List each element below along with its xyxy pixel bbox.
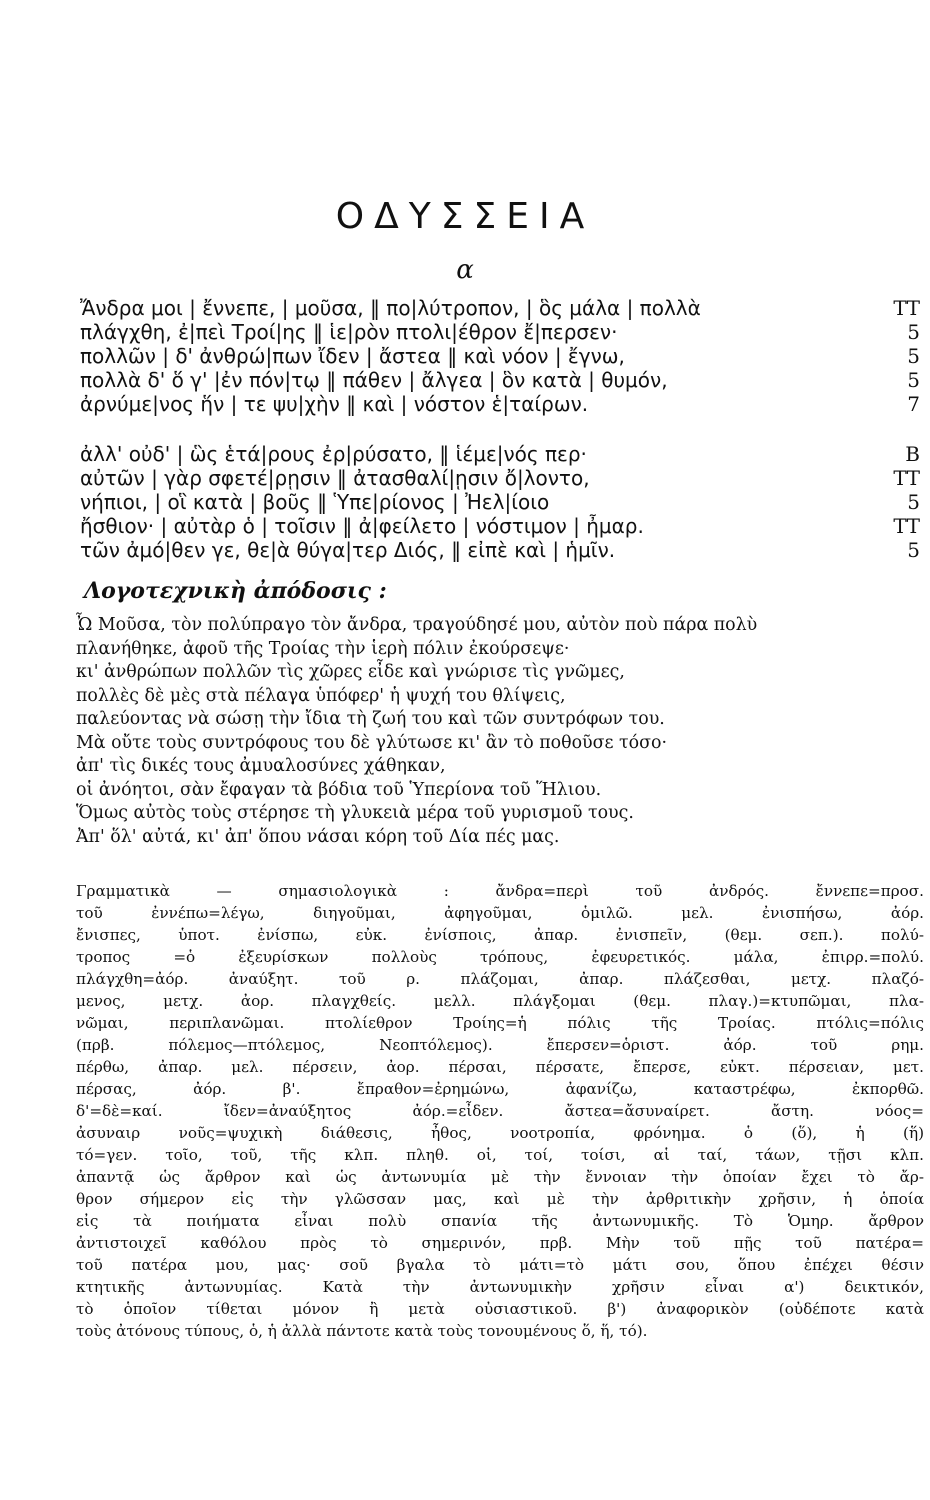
grammar-line: πέρσας, ἀόρ. β'. ἔπραθον=ἐρημώνω, ἀφανίζω, καταστρέφω, ἐκπορθῶ. bbox=[76, 1080, 924, 1098]
grammar-line: πλάγχθη=ἀόρ. ἀναύξητ. τοῦ ρ. πλάζομαι, ἀπαρ. πλάζεσθαι, μετχ. πλαζό- bbox=[76, 970, 924, 988]
verse-text: νήπιοι, | οἳ κατὰ | βοῦς ‖ Ὑπε|ρίονος | Ἠελ|ίοιο bbox=[80, 490, 550, 514]
meter-mark: Β bbox=[905, 442, 920, 466]
grammar-line: ἀσυναιρ νοῦς=ψυχικὴ διάθεσις, ἦθος, νοοτροπία, φρόνημα. ὁ (ὅ), ἡ (ἥ) bbox=[76, 1124, 924, 1142]
translation-line: κι' ἀνθρώπων πολλῶν τὶς χῶρες εἶδε καὶ γνώρισε τὶς γνῶμες, bbox=[76, 662, 625, 682]
verse-line bbox=[80, 442, 930, 466]
translation-line: Ὦ Μοῦσα, τὸν πολύπραγο τὸν ἄνδρα, τραγούδησέ μου, αὐτὸν ποὺ πάρα πολὺ bbox=[76, 615, 758, 635]
meter-mark: 5 bbox=[907, 490, 920, 514]
translation-heading: Λογοτεχνικὴ ἀπόδοσις : bbox=[84, 578, 387, 604]
meter-mark: ΤΤ bbox=[893, 296, 920, 320]
grammar-line: ἔνισπες, ὑποτ. ἐνίσπω, εὐκ. ἐνίσποις, ἀπαρ. ἐνισπεῖν, (θεμ. σεπ.). πολύ- bbox=[76, 926, 924, 944]
translation-line: ἀπ' τὶς δικές τους ἀμυαλοσύνες χάθηκαν, bbox=[76, 756, 446, 776]
verse-line bbox=[80, 392, 930, 416]
grammar-line: τό=γεν. τοῖο, τοῦ, τῆς κλπ. πληθ. οἱ, τοί, τοίσι, αἱ ταί, τάων, τῇσι κλπ. bbox=[76, 1146, 924, 1164]
verse-line bbox=[80, 320, 930, 344]
translation-line: Μὰ οὔτε τοὺς συντρόφους του δὲ γλύτωσε κι' ἂν τὸ ποθοῦσε τόσο· bbox=[76, 732, 667, 753]
verse-text: τῶν ἀμό|θεν γε, θε|ὰ θύγα|τερ Διός, ‖ εἰπὲ καὶ | ἡμῖν. bbox=[80, 538, 616, 562]
verse-text: ἀλλ' οὐδ' | ὣς ἑτά|ρους ἐρ|ρύσατο, ‖ ἱέμε|νός περ· bbox=[80, 442, 587, 466]
verse-line bbox=[80, 296, 930, 320]
translation-line: Ὅμως αὐτὸς τοὺς στέρησε τὴ γλυκειὰ μέρα τοῦ γυρισμοῦ τους. bbox=[76, 803, 634, 823]
verse-text: Ἄνδρα μοι | ἔννεπε, | μοῦσα, ‖ πο|λύτροπον, | ὃς μάλα | πολλὰ bbox=[80, 296, 701, 320]
grammar-line: τροπος =ὁ ἐξευρίσκων πολλοὺς τρόπους, ἐφευρετικός. μάλα, ἐπιρρ.=πολύ. bbox=[76, 948, 924, 966]
page-title: ΟΔΥΣΣΕΙΑ bbox=[335, 196, 595, 237]
verse-line bbox=[80, 344, 930, 368]
grammar-line: εἰς τὰ ποιήματα εἶναι πολὺ σπανία τῆς ἀντωνυμικῆς. Τὸ Ὁμηρ. ἄρθρον bbox=[76, 1212, 924, 1230]
book-letter: α bbox=[456, 255, 474, 285]
verse-text: ἀρνύμε|νος ἥν | τε ψυ|χὴν ‖ καὶ | νόστον ἑ|ταίρων. bbox=[80, 392, 589, 416]
grammar-line: πέρθω, ἀπαρ. μελ. πέρσειν, ἀορ. πέρσαι, πέρσατε, ἔπερσε, εὐκτ. πέρσειαν, μετ. bbox=[76, 1058, 924, 1076]
grammar-line: τοὺς ἀτόνους τύπους, ὁ, ἡ ἀλλὰ πάντοτε κατὰ τοὺς τονουμένους ὅ, ἥ, τό). bbox=[76, 1322, 648, 1340]
verse-line bbox=[80, 514, 930, 538]
grammar-line: τὸ ὁποῖον τίθεται μόνον ἢ μετὰ οὐσιαστικοῦ. β') ἀναφορικὸν (οὐδέποτε κατὰ bbox=[76, 1300, 924, 1318]
translation-line: οἱ ἀνόητοι, σὰν ἔφαγαν τὰ βόδια τοῦ Ὑπερίονα τοῦ Ἥλιου. bbox=[76, 779, 602, 800]
grammar-line: κτητικῆς ἀντωνυμίας. Κατὰ τὴν ἀντωνυμικὴν χρῆσιν εἶναι α') δεικτικόν, bbox=[76, 1278, 924, 1296]
grammar-line: δ'=δὲ=καί. ἴδεν=ἀναύξητος ἀόρ.=εἶδεν. ἄστεα=ἄσυναίρετ. ἄστη. νόος= bbox=[76, 1102, 924, 1120]
translation-line: παλεύοντας νὰ σώσῃ τὴν ἴδια τὴ ζωή του καὶ τῶν συντρόφων του. bbox=[76, 709, 665, 729]
translation-line: πλανήθηκε, ἀφοῦ τῆς Τροίας τὴν ἱερὴ πόλιν ἐκούρσεψε· bbox=[76, 638, 570, 659]
verse-text: ἤσθιον· | αὐτὰρ ὁ | τοῖσιν ‖ ἀ|φείλετο | νόστιμον | ἦμαρ. bbox=[80, 514, 644, 538]
meter-mark: ΤΤ bbox=[893, 466, 920, 490]
grammar-line: μενος, μετχ. ἀορ. πλαγχθείς. μελλ. πλάγξομαι (θεμ. πλαγ.)=κτυπῶμαι, πλα- bbox=[76, 992, 924, 1010]
meter-mark: ΤΤ bbox=[893, 514, 920, 538]
meter-mark: 5 bbox=[907, 538, 920, 562]
verse-line bbox=[80, 538, 930, 562]
grammar-line: (πρβ. πόλεμος—πτόλεμος, Νεοπτόλεμος). ἔπερσεν=ὁριστ. ἀόρ. τοῦ ρημ. bbox=[76, 1036, 924, 1054]
verse-line bbox=[80, 490, 930, 514]
grammar-line: Γραμματικὰ — σημασιολογικὰ : ἄνδρα=περὶ τοῦ ἀνδρός. ἔννεπε=προσ. bbox=[76, 882, 924, 900]
grammar-line: θρον σήμερον εἰς τὴν γλῶσσαν μας, καὶ μὲ τὴν ἀρθριτικὴν χρῆσιν, ἡ ὁποία bbox=[76, 1190, 924, 1208]
verse-group-2 bbox=[80, 442, 930, 562]
verse-text: πλάγχθη, ἐ|πεὶ Τροί|ης ‖ ἱε|ρὸν πτολι|έθρον ἔ|περσεν· bbox=[80, 320, 618, 344]
verse-line bbox=[80, 466, 930, 490]
meter-mark: 7 bbox=[907, 392, 920, 416]
verse-text: πολλὰ δ' ὅ γ' |ἐν πόν|τῳ ‖ πάθεν | ἄλγεα | ὃν κατὰ | θυμόν, bbox=[80, 368, 668, 392]
grammar-line: τοῦ ἐννέπω=λέγω, διηγοῦμαι, ἀφηγοῦμαι, ὁμιλῶ. μελ. ἐνισπήσω, ἀόρ. bbox=[76, 904, 924, 922]
verse-text: αὐτῶν | γὰρ σφετέ|ρῃσιν ‖ ἀτασθαλί|ῃσιν ὄ|λοντο, bbox=[80, 466, 590, 490]
meter-mark: 5 bbox=[907, 320, 920, 344]
translation-line: Ἀπ' ὅλ' αὐτά, κι' ἀπ' ὅπου νάσαι κόρη τοῦ Δία πές μας. bbox=[76, 826, 560, 847]
grammar-line: ἀπαντᾷ ὡς ἄρθρον καὶ ὡς ἀντωνυμία μὲ τὴν ἔννοιαν τὴν ὁποίαν ἔχει τὸ ἄρ- bbox=[76, 1168, 924, 1186]
verse-group-1 bbox=[80, 296, 930, 416]
translation-line: πολλὲς δὲ μὲς στὰ πέλαγα ὑπόφερ' ἡ ψυχή του θλίψεις, bbox=[76, 685, 566, 706]
grammar-line: τοῦ πατέρα μου, μας· σοῦ βγαλα τὸ μάτι=τὸ μάτι σου, ὅπου ἐπέχει θέσιν bbox=[76, 1256, 924, 1274]
translation-block bbox=[76, 614, 926, 849]
verse-line bbox=[80, 368, 930, 392]
verse-text: πολλῶν | δ' ἀνθρώ|πων ἴδεν | ἄστεα ‖ καὶ νόον | ἔγνω, bbox=[80, 344, 625, 368]
grammar-line: νῶμαι, περιπλανῶμαι. πτολίεθρον Τροίης=ἡ πόλις τῆς Τροίας. πτόλις=πόλις bbox=[76, 1014, 924, 1032]
grammar-notes bbox=[76, 880, 924, 1342]
meter-mark: 5 bbox=[907, 368, 920, 392]
meter-mark: 5 bbox=[907, 344, 920, 368]
grammar-line: ἀντιστοιχεῖ καθόλου πρὸς τὸ σημερινόν, πρβ. Μὴν τοῦ πῇς τοῦ πατέρα= bbox=[76, 1234, 924, 1252]
